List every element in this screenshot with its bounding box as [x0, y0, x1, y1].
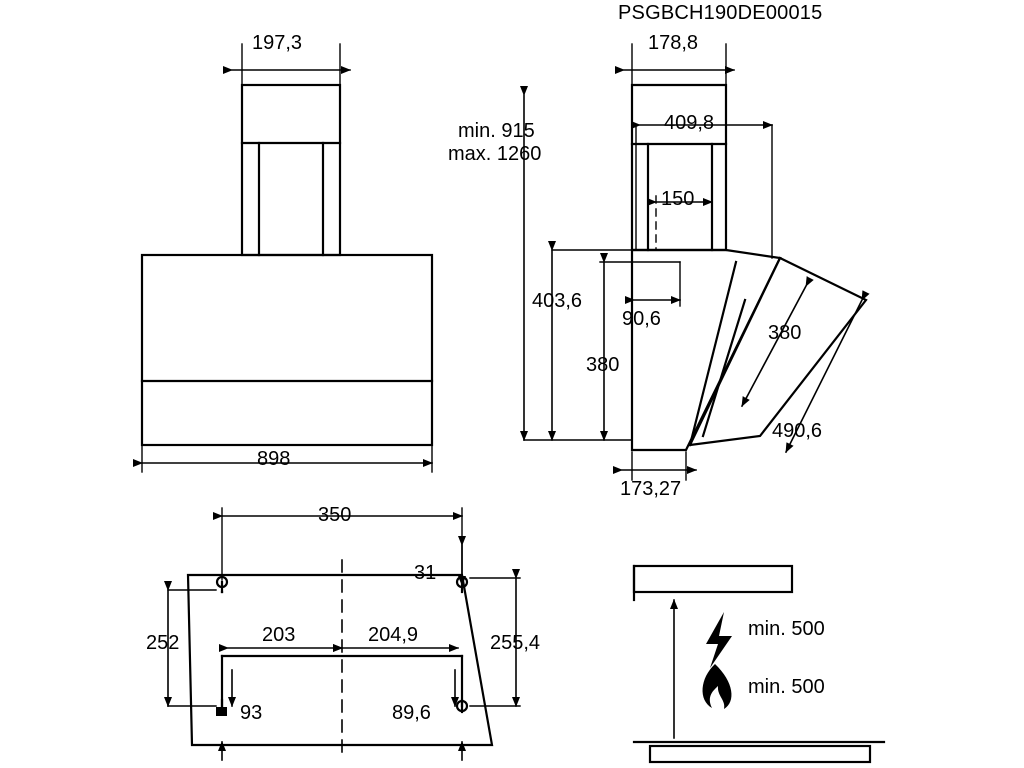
- dim-side-duct-width: 150: [661, 188, 695, 210]
- dim-side-overall-depth: 409,8: [664, 112, 715, 134]
- dim-side-glass-depth: 490,6: [772, 420, 823, 442]
- dim-template-inner-left: 203: [262, 624, 296, 646]
- dim-side-chimney-depth: 178,8: [648, 32, 699, 54]
- dim-template-top-width: 350: [318, 504, 352, 526]
- dim-template-left-height: 252: [146, 632, 180, 654]
- dim-front-chimney-width: 197,3: [252, 32, 303, 54]
- dim-template-hole-offset: 31: [414, 562, 437, 584]
- dim-side-duct-offset: 90,6: [622, 308, 661, 330]
- lightning-bolt-icon: [706, 612, 732, 668]
- dim-template-bottom-right: 89,6: [392, 702, 431, 724]
- dim-template-right-height: 255,4: [490, 632, 541, 654]
- document-code: PSGBCH190DE00015: [618, 2, 823, 24]
- dim-side-glass-length: 380: [768, 322, 802, 344]
- dim-side-base-depth: 173,27: [620, 478, 682, 500]
- flame-icon: [703, 664, 732, 709]
- clearance-electric-value: min. 500: [748, 618, 825, 640]
- dim-side-height-380: 380: [586, 354, 620, 376]
- dim-template-inner-right: 204,9: [368, 624, 419, 646]
- clearance-gas-value: min. 500: [748, 676, 825, 698]
- dim-side-total-height-min: min. 915: [458, 120, 535, 142]
- dim-front-body-width: 898: [257, 448, 291, 470]
- dim-template-bottom-left: 93: [240, 702, 263, 724]
- dim-side-total-height-max: max. 1260: [448, 143, 542, 165]
- dim-side-height-403: 403,6: [532, 290, 583, 312]
